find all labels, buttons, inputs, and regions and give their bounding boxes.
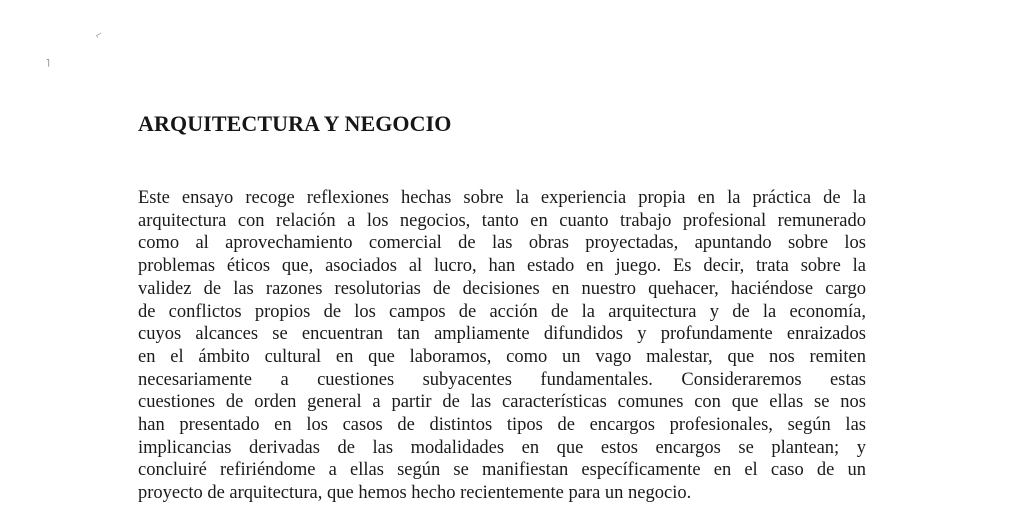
scan-artifact-mark: ˥ bbox=[46, 59, 50, 70]
scan-artifact-mark: ⌐ bbox=[93, 28, 105, 42]
paragraph-line: validez de las razones resolutorias de decisiones en nuestro quehacer, haciéndose cargo bbox=[138, 278, 866, 299]
paragraph-line: como al aprovechamiento comercial de las obras proyectadas, apuntando sobre los bbox=[138, 233, 866, 254]
paragraph-line: cuyos alcances se encuentran tan ampliamente difundidos y profundamente enraizados bbox=[138, 324, 866, 345]
paragraph-line: necesariamente a cuestiones subyacentes fundamentales. Consideraremos estas bbox=[138, 369, 866, 390]
paragraph-line: Este ensayo recoge reflexiones hechas sobre la experiencia propia en la práctica de la bbox=[138, 188, 866, 208]
paragraph-line: proyecto de arquitectura, que hemos hecho recientemente para un negocio. bbox=[138, 483, 692, 504]
document-title: ARQUITECTURA Y NEGOCIO bbox=[138, 111, 452, 136]
paragraph-line: concluiré refiriéndome a ellas según se manifiestan específicamente en el caso de un bbox=[138, 460, 866, 481]
paragraph-line: cuestiones de orden general a partir de las características comunes con que ellas se nos bbox=[138, 392, 866, 413]
paragraph-line: han presentado en los casos de distintos tipos de encargos profesionales, según las bbox=[138, 415, 866, 436]
paragraph-line: de conflictos propios de los campos de acción de la arquitectura y de la economía, bbox=[138, 301, 866, 322]
paragraph-line: problemas éticos que, asociados al lucro, han estado en juego. Es decir, trata sobre la bbox=[138, 256, 866, 277]
paragraph-line: en el ámbito cultural en que laboramos, como un vago malestar, que nos remiten bbox=[138, 346, 866, 367]
paragraph-line: implicancias derivadas de las modalidades en que estos encargos se plantean; y bbox=[138, 437, 866, 458]
paragraph-line: arquitectura con relación a los negocios, tanto en cuanto trabajo profesional remunerado bbox=[138, 210, 866, 231]
body-paragraph bbox=[138, 187, 866, 505]
